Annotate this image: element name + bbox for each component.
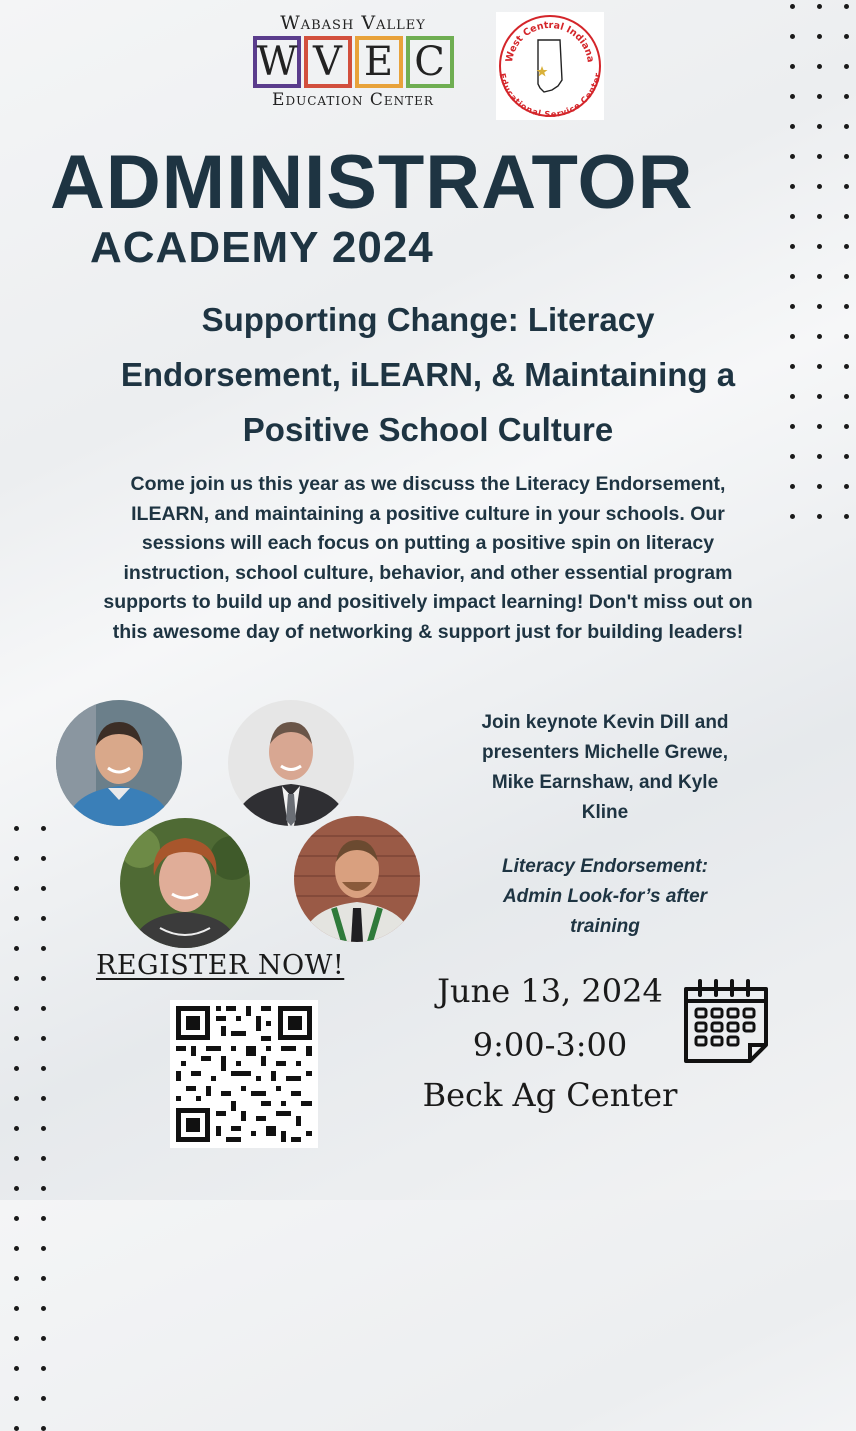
wvec-letter-c: C xyxy=(406,36,454,88)
wvec-letter-v: V xyxy=(304,36,352,88)
headline-line: Endorsement, iLEARN, & Maintaining a xyxy=(120,356,736,393)
session-topic xyxy=(460,852,750,942)
wvec-logo-top-text: Wabash Valley xyxy=(280,12,426,34)
event-date: June 13, 2024 xyxy=(437,972,663,1010)
page-subtitle: ACADEMY 2024 xyxy=(90,223,434,272)
headline-line: Positive School Culture xyxy=(242,411,614,448)
wvec-letter-w: W xyxy=(253,36,301,88)
wcies-ring-bottom-text: Educational Service Center xyxy=(497,72,603,120)
wcies-ring-top-text: West Central Indiana xyxy=(504,19,596,64)
keynote-info xyxy=(440,708,770,828)
description-line: supports to build up and positively impact learning! Don't miss out on xyxy=(103,591,753,613)
session-line: Literacy Endorsement: xyxy=(502,856,708,877)
keynote-line: presenters Michelle Grewe, xyxy=(481,742,729,763)
description-line: ILEARN, and maintaining a positive culture in your schools. Our xyxy=(131,502,725,525)
dot-pattern-bottom-left xyxy=(14,826,46,1431)
session-line: Admin Look-for’s after xyxy=(502,886,708,907)
qr-code-icon xyxy=(170,1000,318,1148)
wvec-letters xyxy=(246,36,460,88)
keynote-line: Kline xyxy=(581,802,629,823)
description-line: sessions will each focus on putting a positive spin on literacy xyxy=(141,532,715,554)
description-line: this awesome day of networking & support just for building leaders! xyxy=(112,620,744,643)
register-now-link[interactable]: REGISTER NOW! xyxy=(96,950,345,981)
keynote-line: Join keynote Kevin Dill and xyxy=(481,712,729,733)
presenter-photo-1 xyxy=(56,700,182,826)
page-title: ADMINISTRATOR xyxy=(50,140,694,225)
wvec-logo-bottom-text: Education Center xyxy=(272,90,434,110)
indiana-map-icon xyxy=(537,40,563,92)
description-line: Come join us this year as we discuss the Literacy Endorsement, xyxy=(130,473,726,495)
wcies-logo xyxy=(496,12,604,120)
presenter-photo-3 xyxy=(120,818,250,948)
presenter-photo-4 xyxy=(294,816,420,942)
wvec-letter-e: E xyxy=(355,36,403,88)
calendar-icon xyxy=(680,975,772,1067)
event-time: 9:00-3:00 xyxy=(472,1026,628,1064)
presenter-photo-2 xyxy=(228,700,354,826)
session-line: training xyxy=(570,916,640,937)
headline-line: Supporting Change: Literacy xyxy=(201,301,655,338)
description xyxy=(44,470,812,647)
event-location: Beck Ag Center xyxy=(422,1076,678,1114)
keynote-line: Mike Earnshaw, and Kyle xyxy=(491,772,719,793)
headline xyxy=(30,292,826,457)
wvec-logo xyxy=(246,12,460,118)
qr-code[interactable] xyxy=(170,1000,318,1148)
description-line: instruction, school culture, behavior, and other essential program xyxy=(123,561,733,584)
